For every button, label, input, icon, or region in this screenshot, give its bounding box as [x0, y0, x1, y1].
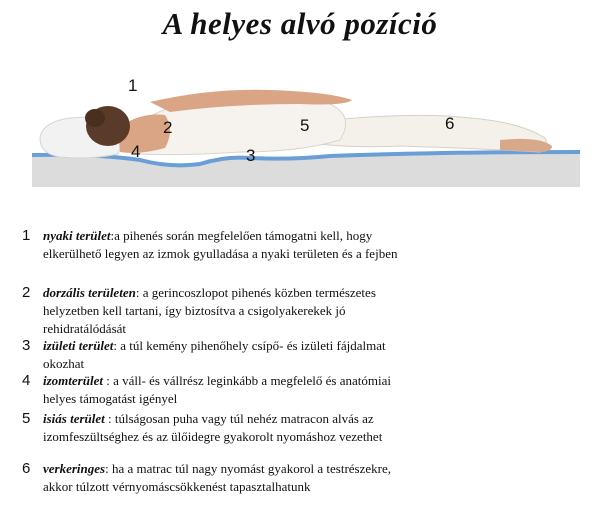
marker-5: 5 — [300, 116, 310, 135]
legend-num: 6 — [22, 460, 31, 477]
legend-term: verkeringes — [43, 461, 106, 476]
legend-num: 4 — [22, 372, 31, 389]
marker-6: 6 — [445, 114, 455, 133]
legend-term: nyaki terület — [43, 228, 111, 243]
legend-text: : a túl kemény pihenőhely csípő- és izületi fájdalmat okozhat — [43, 338, 386, 371]
legend-text: : a váll- és vállrész leginkább a megfelelő és anatómiai helyes támogatást igényel — [43, 373, 392, 406]
legend-num: 3 — [22, 337, 31, 354]
page-title: A helyes alvó pozíció — [162, 6, 438, 41]
legend-text: :a pihenés során megfelelően támogatni kell, hogy elkerülhető legyen az izmok gyulladása a nyaki területen és a fejben — [43, 228, 398, 261]
hair-bun — [85, 109, 105, 127]
marker-2: 2 — [163, 118, 173, 137]
legend-text: : ha a matrac túl nagy nyomást gyakorol a testrészekre, akkor túlzott vérnyomáscsökkenést tapasztalhatunk — [43, 461, 392, 494]
legend-term: isiás terület — [43, 411, 105, 426]
legend-term: dorzális területen — [43, 285, 136, 300]
legend-text: : a gerincoszlopot pihenés közben természetes helyzetben kell tartani, így biztosítva a csigolyakerekek jó rehidratálódását — [43, 285, 376, 336]
marker-1: 1 — [128, 76, 138, 95]
legend-term: izületi terület — [43, 338, 114, 353]
marker-3: 3 — [246, 146, 256, 165]
legend-num: 2 — [22, 284, 31, 301]
legend-num: 5 — [22, 410, 31, 427]
legend-term: izomterület — [43, 373, 103, 388]
marker-4: 4 — [131, 142, 141, 161]
legend-num: 1 — [22, 227, 31, 244]
legend-text: : túlságosan puha vagy túl nehéz matracon alvás az izomfeszültséghez és az ülőidegre gyakorolt nyomáshoz vezethet — [43, 411, 383, 444]
